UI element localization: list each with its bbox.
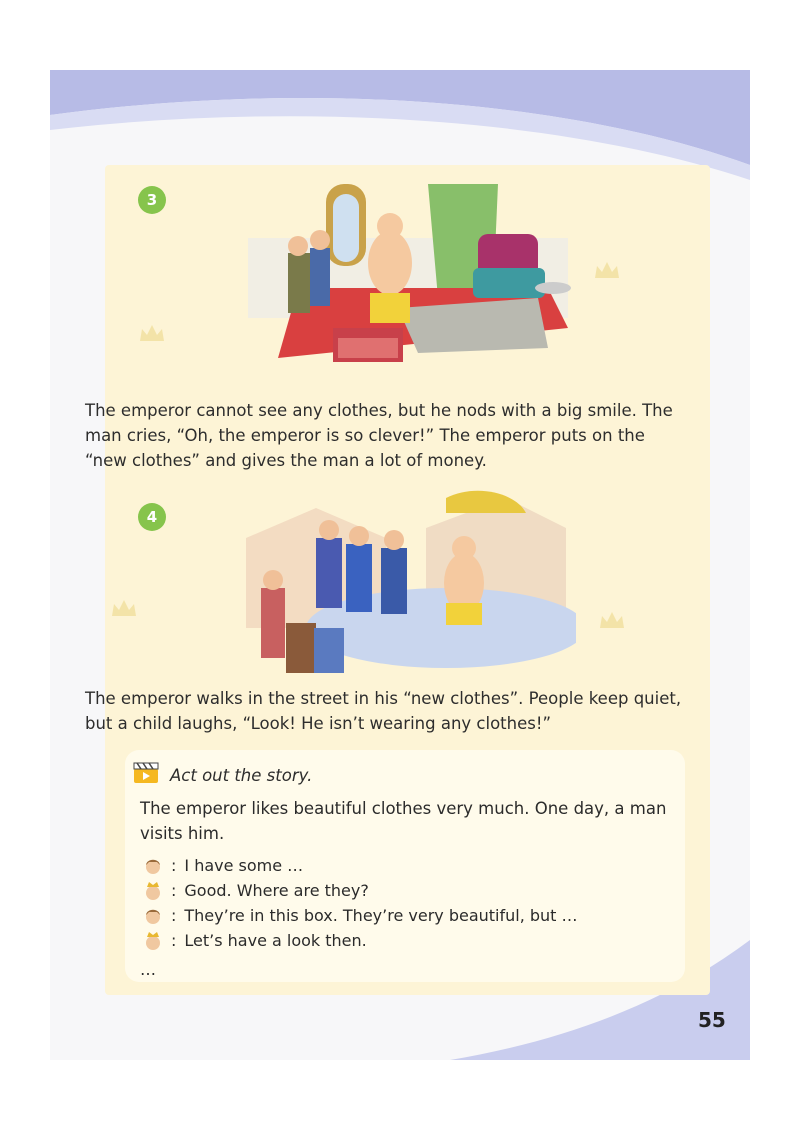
scene-number-badge: 4 [138, 503, 166, 531]
dialogue-line [143, 904, 578, 928]
emperor-street-parade-illustration [246, 478, 576, 683]
emperor-throne-room-illustration [238, 178, 578, 384]
man-face-icon [143, 906, 163, 926]
dialogue-colon: : [171, 856, 177, 875]
crown-decoration-icon [600, 612, 624, 628]
scene4-paragraph: The emperor walks in the street in his “new clothes”. People keep quiet, but a child laughs, “Look! He isn’t wearing any clothes!” [85, 689, 682, 733]
activity-title: Act out the story. [170, 766, 313, 785]
dialogue-colon: : [171, 906, 177, 925]
dialogue-colon: : [171, 881, 177, 900]
dialogue-text: Good. Where are they? [184, 881, 369, 900]
activity-intro: The emperor likes beautiful clothes very much. One day, a man visits him. [140, 799, 667, 843]
dialogue-line [143, 879, 369, 903]
emperor-face-icon [143, 931, 163, 951]
man-face-icon [143, 856, 163, 876]
dialogue-colon: : [171, 931, 177, 950]
dialogue-line [143, 929, 367, 953]
crown-decoration-icon [140, 325, 164, 341]
emperor-face-icon [143, 881, 163, 901]
dialogue-ellipsis: … [140, 960, 156, 979]
clapperboard-icon [133, 762, 159, 784]
scene3-paragraph: The emperor cannot see any clothes, but he nods with a big smile. The man cries, “Oh, the emperor is so clever!” The emperor puts on the “new clothes” and gives the man a lot of money. [85, 401, 673, 470]
crown-decoration-icon [112, 600, 136, 616]
scene-number-badge: 3 [138, 186, 166, 214]
dialogue-text: Let’s have a look then. [184, 931, 367, 950]
dialogue-text: I have some … [184, 856, 304, 875]
dialogue-text: They’re in this box. They’re very beautiful, but … [184, 906, 578, 925]
dialogue-line [143, 854, 303, 878]
page-number: 55 [698, 1008, 726, 1032]
crown-decoration-icon [595, 262, 619, 278]
